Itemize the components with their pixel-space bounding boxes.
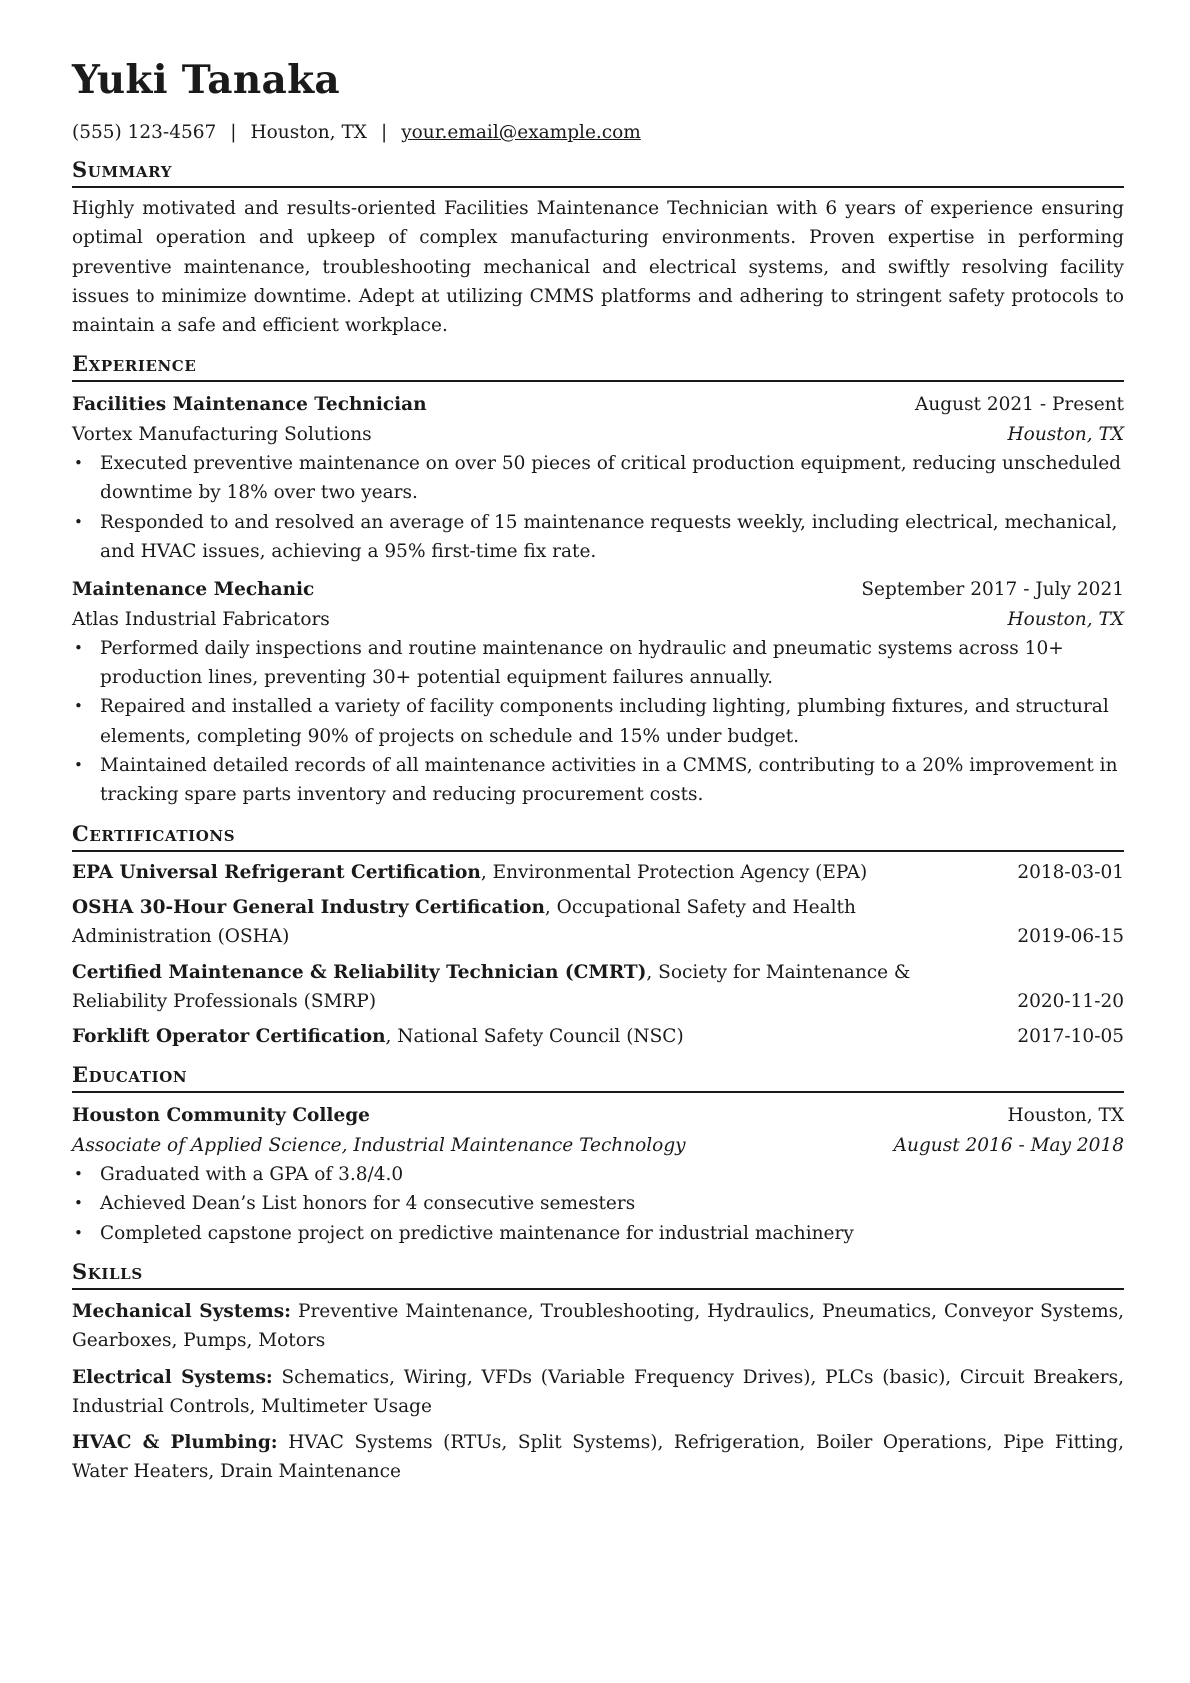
cert-name: EPA Universal Refrigerant Certification [72,861,481,883]
phone: (555) 123-4567 [72,122,217,143]
email-link[interactable]: your.email@example.com [401,122,641,143]
cert-name: Certified Maintenance & Reliability Technician (CMRT) [72,961,647,983]
job-dates: September 2017 - July 2021 [861,579,1124,601]
cert-date: 2020-11-20 [1017,990,1124,1012]
contact-line [72,120,1124,146]
job-entry [72,575,1124,809]
section-heading: Certifications [72,820,1124,852]
skill-list: HVAC Systems (RTUs, Split Systems), Refrigeration, Boiler Operations, Pipe Fitting, Water Heaters, Drain Maintenance [72,1432,1124,1483]
separator: | [380,122,388,143]
bullet-item: • Executed preventive maintenance on over 50 pieces of critical production equipment, reducing unscheduled downtime by 18% over two years. [100,449,1124,508]
cert-issuer: , National Safety Council (NSC) [385,1026,684,1048]
cert-date: 2018-03-01 [1017,861,1124,883]
skill-group [72,1363,1124,1422]
skill-label: HVAC & Plumbing: [72,1432,278,1454]
skill-label: Electrical Systems: [72,1366,273,1388]
school-location: Houston, TX [1007,1105,1124,1127]
bullet-item: • Graduated with a GPA of 3.8/4.0 [100,1160,1124,1189]
separator: | [230,122,237,143]
bullet-item: • Maintained detailed records of all maintenance activities in a CMMS, contributing to a 20% improvement in tracking spare parts inventory and reducing procurement costs. [100,751,1124,810]
cert-issuer: , Society for Maintenance & Reliability Professionals (SMRP) [72,961,911,1012]
certification-item [72,893,1124,952]
cert-issuer: , Environmental Protection Agency (EPA) [480,861,868,883]
resume-page [72,56,1124,1487]
cert-issuer: , Occupational Safety and Health Administration (OSHA) [72,896,856,948]
job-title: Maintenance Mechanic [72,579,315,601]
job-location: Houston, TX [1007,423,1124,445]
job-location: Houston, TX [1007,608,1124,630]
education-entry [72,1101,1124,1247]
section-heading: Education [72,1061,1124,1093]
skills-section [72,1258,1124,1487]
education-dates: August 2016 - May 2018 [893,1134,1124,1156]
cert-name: OSHA 30-Hour General Industry Certification [72,896,545,918]
section-heading: Summary [72,156,1124,188]
experience-section [72,350,1124,809]
summary-section [72,156,1124,340]
candidate-name: Yuki Tanaka [72,57,340,103]
cert-date: 2017-10-05 [1017,1026,1124,1048]
bullet-item: • Performed daily inspections and routine maintenance on hydraulic and pneumatic systems across 10+ production lines, preventing 30+ potential equipment failures annually. [100,634,1124,693]
bullet-item: • Achieved Dean’s List honors for 4 consecutive semesters [100,1189,1124,1218]
job-bullets [72,449,1124,566]
job-title: Facilities Maintenance Technician [72,394,427,416]
job-entry [72,390,1124,566]
education-section [72,1061,1124,1247]
certifications-section [72,820,1124,1052]
section-heading: Skills [72,1258,1124,1290]
job-dates: August 2021 - Present [915,394,1124,416]
skill-group [72,1428,1124,1487]
certification-item [72,1022,1124,1051]
skill-list: Schematics, Wiring, VFDs (Variable Frequency Drives), PLCs (basic), Circuit Breakers, Industrial Controls, Multimeter Usage [72,1366,1124,1417]
degree: Associate of Applied Science, Industrial Maintenance Technology [72,1134,686,1156]
company: Atlas Industrial Fabricators [72,608,330,630]
skill-list: Preventive Maintenance, Troubleshooting, Hydraulics, Pneumatics, Conveyor Systems, Gearboxes, Pumps, Motors [72,1300,1124,1352]
bullet-item: • Repaired and installed a variety of facility components including lighting, plumbing fixtures, and structural elements, completing 90% of projects on schedule and 15% under budget. [100,692,1124,751]
job-bullets [72,634,1124,810]
certification-item [72,958,1124,1017]
location: Houston, TX [250,122,367,143]
cert-date: 2019-06-15 [1017,926,1124,948]
company: Vortex Manufacturing Solutions [72,423,372,445]
certification-item [72,858,1124,887]
bullet-item: • Completed capstone project on predictive maintenance for industrial machinery [100,1219,1124,1248]
cert-name: Forklift Operator Certification [72,1026,386,1048]
summary-text: Highly motivated and results-oriented Facilities Maintenance Technician with 6 years of experience ensuring optimal operation and upkeep of complex manufacturing environments. Proven expertise in performing preventive maintenance, troubleshooting mechanical and electrical systems, and swiftly resolving facility issues to minimize downtime. Adept at utilizing CMMS platforms and adhering to stringent safety protocols to maintain a safe and efficient workplace. [72,198,1124,337]
skill-label: Mechanical Systems: [72,1300,291,1322]
school-name: Houston Community College [72,1105,370,1127]
section-heading: Experience [72,350,1124,382]
education-bullets [72,1160,1124,1248]
skill-group [72,1297,1124,1356]
bullet-item: • Responded to and resolved an average of 15 maintenance requests weekly, including electrical, mechanical, and HVAC issues, achieving a 95% first-time fix rate. [100,508,1124,567]
